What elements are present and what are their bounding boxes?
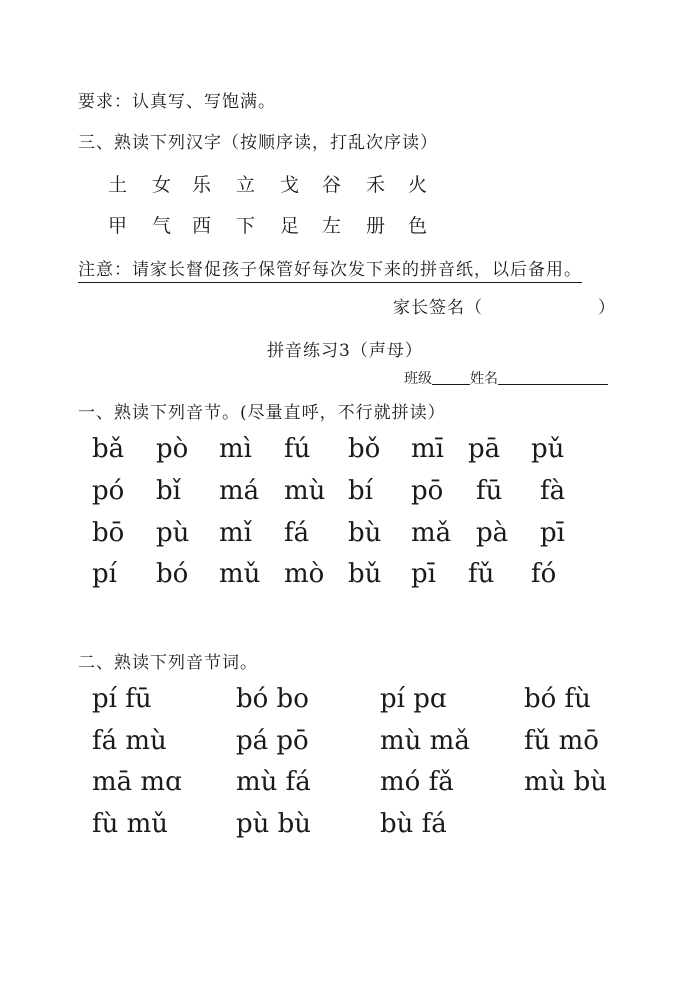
char: 西 <box>192 215 212 237</box>
word-row-2 <box>0 726 695 762</box>
syllable: pā <box>468 434 501 464</box>
char: 立 <box>236 174 256 196</box>
syllable: pō <box>411 476 444 506</box>
practice-title: 拼音练习3（声母） <box>267 341 423 361</box>
syllable-word: mā mɑ <box>92 767 182 797</box>
section1-title: 一、熟读下列音节。(尽量直呼，不行就拼读） <box>78 403 446 423</box>
syllable: mǐ <box>219 518 252 548</box>
syllable: mǎ <box>411 518 452 548</box>
char: 色 <box>408 215 428 237</box>
section2-title: 二、熟读下列音节词。 <box>78 653 258 673</box>
syllable-word: pí fū <box>92 684 152 714</box>
syllable: fó <box>531 559 557 589</box>
syllable: pī <box>540 518 565 548</box>
char: 甲 <box>108 215 128 237</box>
syllable: mǔ <box>219 559 261 589</box>
syllable: bù <box>348 518 382 548</box>
requirement-line: 要求：认真写、写饱满。 <box>78 92 276 112</box>
char: 左 <box>322 215 342 237</box>
word-row-4 <box>0 809 695 845</box>
char: 女 <box>152 174 172 196</box>
syllable: bǎ <box>92 434 125 464</box>
char: 乐 <box>192 174 212 196</box>
name-label: 姓名 <box>470 371 498 387</box>
syllable: pù <box>156 518 190 548</box>
syllable-word: pí pɑ <box>380 684 447 714</box>
syllable: pà <box>476 518 509 548</box>
syllable-word: bó bo <box>236 684 309 714</box>
syllable: fǔ <box>468 559 495 589</box>
syllable-word: fǔ mō <box>524 726 599 756</box>
syllable-word: mó fǎ <box>380 767 454 797</box>
syllable: bǒ <box>348 434 381 464</box>
syllable: pǔ <box>531 434 565 464</box>
class-blank[interactable] <box>432 370 470 385</box>
syllable: mī <box>411 434 444 464</box>
class-name-row <box>404 368 608 388</box>
syllable-word: mù bù <box>524 767 608 797</box>
syllable: bó <box>156 559 189 589</box>
syllable-word: pá pō <box>236 726 309 756</box>
char: 谷 <box>322 174 342 196</box>
word-row-1 <box>0 684 695 720</box>
syllable: fà <box>540 476 566 506</box>
section3-title: 三、熟读下列汉字（按顺序读，打乱次序读） <box>78 133 438 153</box>
syllable: pó <box>92 476 125 506</box>
char: 下 <box>236 215 256 237</box>
char: 戈 <box>280 174 300 196</box>
syllable: mì <box>219 434 252 464</box>
char: 火 <box>408 174 428 196</box>
syllable: fá <box>284 518 310 548</box>
parent-signature-close: ） <box>598 298 615 318</box>
syllable: pī <box>411 559 436 589</box>
syllable-word: bó fù <box>524 684 591 714</box>
char: 气 <box>152 215 172 237</box>
syllable-word: fá mù <box>92 726 167 756</box>
syllable-row-4 <box>0 559 695 595</box>
name-blank[interactable] <box>498 370 608 385</box>
char: 足 <box>280 215 300 237</box>
syllable: fū <box>476 476 503 506</box>
syllable-word: fù mǔ <box>92 809 169 839</box>
syllable-word: mù mǎ <box>380 726 470 756</box>
syllable-word: bù fá <box>380 809 447 839</box>
char: 册 <box>366 215 386 237</box>
syllable: bō <box>92 518 125 548</box>
syllable: pí <box>92 559 117 589</box>
syllable: má <box>219 476 260 506</box>
syllable: fú <box>284 434 311 464</box>
syllable: mù <box>284 476 326 506</box>
parent-notice: 注意：请家长督促孩子保管好每次发下来的拼音纸，以后备用。 <box>78 255 582 283</box>
word-row-3 <box>0 767 695 803</box>
class-label: 班级 <box>404 371 432 387</box>
syllable: bǔ <box>348 559 382 589</box>
char: 禾 <box>366 174 386 196</box>
syllable: bí <box>348 476 373 506</box>
syllable-word: pù bù <box>236 809 312 839</box>
syllable: pò <box>156 434 189 464</box>
syllable: mò <box>284 559 325 589</box>
syllable-word: mù fá <box>236 767 311 797</box>
syllable-row-2 <box>0 476 695 512</box>
syllable: bǐ <box>156 476 181 506</box>
syllable-row-1 <box>0 434 695 470</box>
parent-signature-label: 家长签名（ <box>393 298 483 318</box>
char: 土 <box>108 174 128 196</box>
syllable-row-3 <box>0 518 695 554</box>
